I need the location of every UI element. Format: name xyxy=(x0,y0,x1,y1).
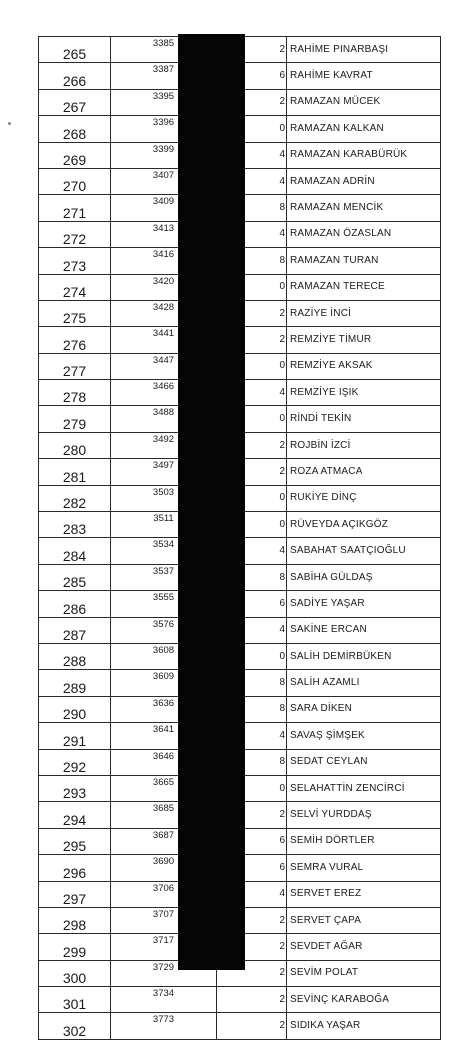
redacted-id-tail: 0 xyxy=(217,512,287,538)
row-number: 273 xyxy=(39,248,111,274)
person-name: RAMAZAN ÖZASLAN xyxy=(287,221,441,247)
redacted-id-tail: 2 xyxy=(217,1013,287,1039)
record-id: 3441 xyxy=(111,327,217,353)
person-name: SEDAT CEYLAN xyxy=(287,749,441,775)
redacted-id-tail: 0 xyxy=(217,116,287,142)
record-id: 3416 xyxy=(111,248,217,274)
row-number: 280 xyxy=(39,432,111,458)
redacted-id-tail: 2 xyxy=(217,934,287,960)
row-number: 267 xyxy=(39,89,111,115)
person-name: SEVİM POLAT xyxy=(287,960,441,986)
redacted-id-tail: 4 xyxy=(217,723,287,749)
redacted-id-tail: 2 xyxy=(217,327,287,353)
redacted-id-tail: 8 xyxy=(217,670,287,696)
row-number: 268 xyxy=(39,116,111,142)
row-number: 271 xyxy=(39,195,111,221)
record-id: 3395 xyxy=(111,89,217,115)
record-id: 3534 xyxy=(111,538,217,564)
row-number: 291 xyxy=(39,723,111,749)
row-number: 275 xyxy=(39,300,111,326)
person-name: REMZİYE TİMUR xyxy=(287,327,441,353)
person-name: RAMAZAN MENCİK xyxy=(287,195,441,221)
person-name: SALİH AZAMLI xyxy=(287,670,441,696)
person-name: SIDIKA YAŞAR xyxy=(287,1013,441,1039)
record-id: 3413 xyxy=(111,221,217,247)
person-name: SELVİ YURDDAŞ xyxy=(287,802,441,828)
row-number: 285 xyxy=(39,564,111,590)
record-id: 3707 xyxy=(111,907,217,933)
person-name: RAMAZAN KARABÜRÜK xyxy=(287,142,441,168)
record-id: 3685 xyxy=(111,802,217,828)
redacted-id-tail: 8 xyxy=(217,749,287,775)
record-id: 3773 xyxy=(111,1013,217,1039)
row-number: 295 xyxy=(39,828,111,854)
record-id: 3399 xyxy=(111,142,217,168)
person-name: SEVDET AĞAR xyxy=(287,934,441,960)
person-name: ROZA ATMACA xyxy=(287,459,441,485)
row-number: 284 xyxy=(39,538,111,564)
redacted-id-tail: 0 xyxy=(217,353,287,379)
person-name: RAHİME PINARBAŞI xyxy=(287,37,441,63)
record-id: 3646 xyxy=(111,749,217,775)
redacted-id-tail: 2 xyxy=(217,907,287,933)
redacted-id-tail: 4 xyxy=(217,881,287,907)
redacted-id-tail: 8 xyxy=(217,564,287,590)
record-id: 3641 xyxy=(111,723,217,749)
person-name: RAZİYE İNCİ xyxy=(287,300,441,326)
person-name: ROJBİN İZCİ xyxy=(287,432,441,458)
record-id: 3734 xyxy=(111,987,217,1013)
row-number: 301 xyxy=(39,987,111,1013)
record-id: 3492 xyxy=(111,432,217,458)
redacted-id-tail: 2 xyxy=(217,37,287,63)
record-id: 3717 xyxy=(111,934,217,960)
redacted-id-tail: 4 xyxy=(217,617,287,643)
redacted-id-tail: 6 xyxy=(217,828,287,854)
row-number: 278 xyxy=(39,380,111,406)
redacted-id-tail: 6 xyxy=(217,63,287,89)
record-id: 3396 xyxy=(111,116,217,142)
person-name: SARA DİKEN xyxy=(287,696,441,722)
row-number: 272 xyxy=(39,221,111,247)
row-number: 266 xyxy=(39,63,111,89)
record-id: 3488 xyxy=(111,406,217,432)
person-name: REMZİYE AKSAK xyxy=(287,353,441,379)
row-number: 281 xyxy=(39,459,111,485)
person-name: SEMRA VURAL xyxy=(287,855,441,881)
person-name: RÜVEYDA AÇIKGÖZ xyxy=(287,512,441,538)
person-name: RİNDİ TEKİN xyxy=(287,406,441,432)
redacted-id-tail: 6 xyxy=(217,855,287,881)
person-name: SABAHAT SAATÇIOĞLU xyxy=(287,538,441,564)
record-id: 3385 xyxy=(111,37,217,63)
person-name: RAMAZAN MÜCEK xyxy=(287,89,441,115)
redaction-bar xyxy=(178,34,245,970)
record-id: 3706 xyxy=(111,881,217,907)
record-id: 3555 xyxy=(111,591,217,617)
person-name: SEMİH DÖRTLER xyxy=(287,828,441,854)
row-number: 298 xyxy=(39,907,111,933)
redacted-id-tail: 2 xyxy=(217,300,287,326)
row-number: 269 xyxy=(39,142,111,168)
redacted-id-tail: 2 xyxy=(217,459,287,485)
redacted-id-tail: 0 xyxy=(217,406,287,432)
record-id: 3428 xyxy=(111,300,217,326)
redacted-id-tail: 0 xyxy=(217,643,287,669)
person-name: SAVAŞ ŞİMŞEK xyxy=(287,723,441,749)
record-id: 3409 xyxy=(111,195,217,221)
redacted-id-tail: 2 xyxy=(217,987,287,1013)
row-number: 282 xyxy=(39,485,111,511)
record-id: 3503 xyxy=(111,485,217,511)
row-number: 290 xyxy=(39,696,111,722)
redacted-id-tail: 0 xyxy=(217,775,287,801)
record-id: 3407 xyxy=(111,168,217,194)
record-id: 3466 xyxy=(111,380,217,406)
person-name: RAMAZAN ADRİN xyxy=(287,168,441,194)
row-number: 297 xyxy=(39,881,111,907)
redacted-id-tail: 4 xyxy=(217,221,287,247)
record-id: 3447 xyxy=(111,353,217,379)
record-id: 3576 xyxy=(111,617,217,643)
record-id: 3497 xyxy=(111,459,217,485)
redacted-id-tail: 2 xyxy=(217,89,287,115)
row-number: 283 xyxy=(39,512,111,538)
row-number: 286 xyxy=(39,591,111,617)
row-number: 294 xyxy=(39,802,111,828)
record-id: 3420 xyxy=(111,274,217,300)
record-id: 3609 xyxy=(111,670,217,696)
row-number: 302 xyxy=(39,1013,111,1039)
margin-speck xyxy=(8,122,11,125)
record-id: 3511 xyxy=(111,512,217,538)
record-id: 3608 xyxy=(111,643,217,669)
table-row xyxy=(39,1013,441,1039)
row-number: 292 xyxy=(39,749,111,775)
person-name: SAKİNE ERCAN xyxy=(287,617,441,643)
redacted-id-tail: 8 xyxy=(217,696,287,722)
row-number: 274 xyxy=(39,274,111,300)
row-number: 300 xyxy=(39,960,111,986)
person-name: SERVET EREZ xyxy=(287,881,441,907)
row-number: 265 xyxy=(39,37,111,63)
record-id: 3537 xyxy=(111,564,217,590)
row-number: 289 xyxy=(39,670,111,696)
record-id: 3665 xyxy=(111,775,217,801)
person-name: SALİH DEMİRBÜKEN xyxy=(287,643,441,669)
person-name: RAMAZAN TURAN xyxy=(287,248,441,274)
row-number: 276 xyxy=(39,327,111,353)
record-id: 3690 xyxy=(111,855,217,881)
record-id: 3687 xyxy=(111,828,217,854)
redacted-id-tail: 8 xyxy=(217,248,287,274)
redacted-id-tail: 4 xyxy=(217,142,287,168)
redacted-id-tail: 4 xyxy=(217,168,287,194)
row-number: 288 xyxy=(39,643,111,669)
record-id: 3636 xyxy=(111,696,217,722)
redacted-id-tail: 2 xyxy=(217,802,287,828)
row-number: 296 xyxy=(39,855,111,881)
row-number: 279 xyxy=(39,406,111,432)
person-name: RAHİME KAVRAT xyxy=(287,63,441,89)
person-name: REMZİYE IŞIK xyxy=(287,380,441,406)
row-number: 299 xyxy=(39,934,111,960)
redacted-id-tail: 4 xyxy=(217,538,287,564)
redacted-id-tail: 6 xyxy=(217,591,287,617)
person-name: RAMAZAN TERECE xyxy=(287,274,441,300)
person-name: RAMAZAN KALKAN xyxy=(287,116,441,142)
row-number: 277 xyxy=(39,353,111,379)
row-number: 293 xyxy=(39,775,111,801)
row-number: 270 xyxy=(39,168,111,194)
person-name: SADİYE YAŞAR xyxy=(287,591,441,617)
redacted-id-tail: 0 xyxy=(217,274,287,300)
redacted-id-tail: 4 xyxy=(217,380,287,406)
person-name: SEVİNÇ KARABOĞA xyxy=(287,987,441,1013)
person-name: RUKİYE DİNÇ xyxy=(287,485,441,511)
row-number: 287 xyxy=(39,617,111,643)
redacted-id-tail: 2 xyxy=(217,432,287,458)
record-id: 3387 xyxy=(111,63,217,89)
redacted-id-tail: 2 xyxy=(217,960,287,986)
person-name: SERVET ÇAPA xyxy=(287,907,441,933)
person-name: SABİHA GÜLDAŞ xyxy=(287,564,441,590)
person-name: SELAHATTİN ZENCİRCİ xyxy=(287,775,441,801)
redacted-id-tail: 0 xyxy=(217,485,287,511)
redacted-id-tail: 8 xyxy=(217,195,287,221)
record-id: 3729 xyxy=(111,960,217,986)
